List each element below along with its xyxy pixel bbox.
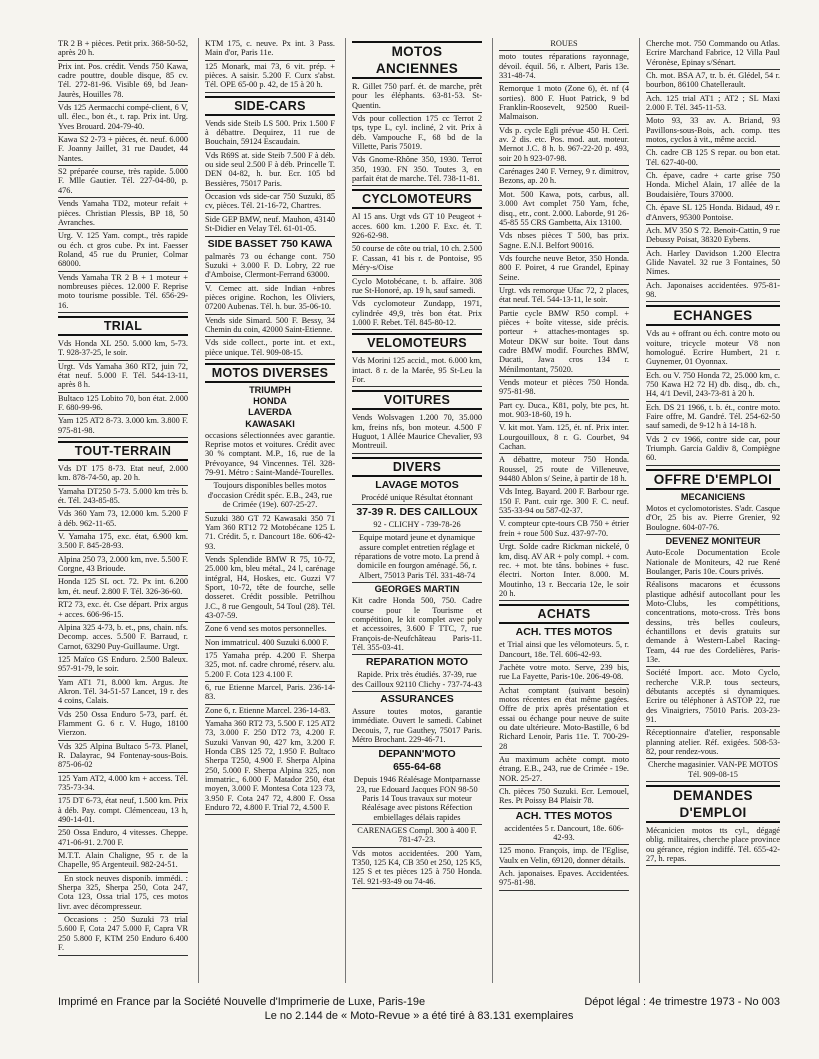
classified-ad: Yam AT1 71, 8.000 km. Argus. Jte Akron. Tél. 34-51-57 Lancet, 19 r. des 4 coins, Calais.: [58, 677, 188, 709]
classified-ad: Yam 125 AT2 8-73. 3.000 km. 3.800 F. 975-81-98.: [58, 415, 188, 438]
classified-ad: Réceptionnaire d'atelier, responsable planning atelier. Réf. exigées. 508-53-82, pour rendez-vous.: [646, 727, 780, 759]
classified-ad: Mot. 500 Kawa, pots, carbus, all. 3.000 Avt complet 750 Yam, fche, disq., etr., cont. 2.000. Laborde, 91 26-45-85 55 CRS Gambetta, Aix 13100.: [499, 189, 629, 230]
classified-ad: M.T.T. Alain Chaligne, 95 r. de la Chapelle, 95 Argenteuil. 982-24-51.: [58, 850, 188, 873]
classified-ad: Urgt. Vds Yamaha 360 RT2, juin 72, état neuf. 5.000 F. Tél. 544-13-11, après 8 h.: [58, 361, 188, 393]
classified-ad: 175 DT 6-73, état neuf, 1.500 km. Prix à déb. Pay. compt. Clémenceau, 13 h, 490-14-01.: [58, 795, 188, 827]
print-run-notice: Le no 2.144 de « Moto-Revue » a été tiré à 83.131 exemplaires: [264, 1010, 574, 1022]
classified-columns: [58, 38, 780, 983]
classified-ad: Vds 2 cv 1966, contre side car, pour Triumph. Garcia Galdiv 8, Compiègne 60.: [646, 434, 780, 466]
classified-ad: Réalisons macarons et écussons plastique adhésif autocollant pour les Moto-Clubs, les compétitions, concentrations, moto-cross. Très bons dessins, très belles couleurs, échantillons et devis gratuits sur demande à Western-Label Racing-Team, 44 rue des Cordelières, Paris-13e.: [646, 579, 780, 667]
classified-ad: TR 2 B + pièces. Petit prix. 368-50-52, après 20 h.: [58, 38, 188, 61]
ad-headline: HONDA: [253, 396, 287, 407]
classified-ad: Ach. Japonaises accidentées. 975-81-98.: [646, 280, 780, 303]
classified-ad: Vds Morini 125 accid., mot. 6.000 km, intact. 8 r. de la Marée, 95 St-Leu la For.: [352, 355, 482, 387]
classified-ad: Yamaha DT250 5-73. 5.000 km très b. ét. Tél. 243-85-85.: [58, 486, 188, 509]
classified-ad: V. kit mot. Yam. 125, ét. nf. Prix inter. Lourgouilloux, 8 r. G. Courbet, 94 Cachan.: [499, 422, 629, 454]
classified-ad: Occasion vds side-car 750 Suzuki, 85 cv, pièces. Tél. 21-16-72, Chartres.: [205, 191, 335, 214]
classified-ad: Ch. pièces 750 Suzuki. Ecr. Lemouel, Res. Pt Poissy B4 Plaisir 78.: [499, 786, 629, 809]
classified-ad: En stock neuves disponib. immédi. : Sherpa 325, Sherpa 250, Cota 247, Cota 123, Ossa trial 175, ces motos livr. avec décompresseur.: [58, 873, 188, 914]
classified-ad: Vds Honda XL 250. 5.000 km, 5-73. T. 928-37-25, le soir.: [58, 338, 188, 361]
classified-ad: Vds p. cycle Egli prévue 450 H. Ceri. av. 2 dis. etc. Pos. mod. aut. moteur. Mernot J.C. 8 h. b. 967-22-20 p. 493, soir 20 h 923-07-98.: [499, 125, 629, 166]
classified-ad: Depuis 1946 Réalésage Montparnasse 23, rue Edouard Jacques FON 98-50 Paris 14 Tous travaux sur moteur Réalésage avec pistons Réfection embiellages délais rapides: [352, 774, 482, 825]
classified-ad: R. Gillet 750 parf. ét. de marche, prêt pour les éléphants. 63-81-53. St-Quentin.: [352, 81, 482, 113]
section-heading: CYCLOMOTEURS: [352, 189, 482, 209]
classified-ad: Prix int. Pos. crédit. Vends 750 Kawa, cadre pouttre, double disque, 85 cv. Tél. 272-81-96. Visible 69, bd Jean-Jaurès, Houilles 78.: [58, 61, 188, 102]
classified-ad: Assure toutes motos, garantie immédiate. Ouvert le samedi. Cabinet Decouis, 7, rue Gauthey, 75017 Paris. Métro Brochant. 229-46-71.: [352, 706, 482, 747]
classified-ad: Vends Splendide BMW R 75, 10-72, 25.000 km, bleu métal., 24 l, carénage intégral, H4, Hoskes, etc. Guzzi V7 Sport, 10-72, tête de fourche, selle dosseret. Crédit possible. Petrilhou J.C., 8 rue Gengoult, 54 Toul (28). Tél. 43-07-59.: [205, 554, 335, 623]
classified-ad: Vends side Simard. 500 F. Bessy, 34 Chemin du coin, 42000 Saint-Etienne.: [205, 315, 335, 338]
classified-ad: Carénages 240 F. Verney, 9 r. dimitrov, Bezons, ap. 20 h.: [499, 166, 629, 189]
classified-ad: Ach. MV 350 S 72. Benoit-Cattin, 9 rue Debussy Poisat, 38320 Eybens.: [646, 225, 780, 248]
classified-ad: CARENAGES Compl. 300 à 400 F. 781-47-23.: [352, 825, 482, 848]
classified-ad: 250 Ossa Enduro, 4 vitesses. Cheppe. 471-06-91. 2.700 F.: [58, 827, 188, 850]
classified-ad: Ch. cadre CB 125 S repar. ou bon etat. Tél. 627-40-00.: [646, 147, 780, 170]
classified-ad: Zone 6, r. Etienne Marcel. 236-14-83.: [205, 705, 335, 718]
ad-headline: REPARATION MOTO: [365, 656, 469, 669]
ad-headline: ACH. TTES MOTOS: [515, 809, 613, 822]
classified-ad: 125 Monark, mai 73, 6 vit. prép. + pièces. A saisir. 5.200 F. Curx s'abst. Tél. OPE 65-00 p. 42, de 15 à 20 h.: [205, 61, 335, 93]
classified-ad: Ch. épave, cadre + carte grise 750 Honda. Michel Alain, 17 allée de la Boudaisière, Tours 37000.: [646, 170, 780, 202]
classified-ad: A débattre, moteur 750 Honda. Roussel, 25 route de Villeneuve, 94480 Ablon s/ Seine, à partir de 18 h.: [499, 454, 629, 486]
ad-headline: LAVERDA: [248, 407, 292, 418]
classified-ad: KTM 175, c. neuve. Px int. 3 Pass. Main d'or, Paris 11e.: [205, 38, 335, 61]
section-heading: VOITURES: [352, 390, 482, 410]
classified-ad: Toujours disponibles belles motos d'occasion Crédit spéc. E.B., 243, rue de Crimée (19e). 607-25-27.: [205, 480, 335, 512]
classified-ad: Motos et cyclomotoristes. S'adr. Casque d'Or, 25 bis av. Pierre Grenier, 92 Boulogne. 604-07-76.: [646, 503, 780, 535]
classifieds-page: [58, 38, 780, 1022]
classified-ad: Suzuki 380 GT 72 Kawasaki 350 71 Yam 360 RT12 72 Motobécane 125 L 71. Crédit. 5, r. Dancourt 18e. 606-42-93.: [205, 513, 335, 554]
ad-headline: TRIUMPH: [249, 384, 291, 395]
classified-ad: 6, rue Etienne Marcel, Paris. 236-14-83.: [205, 682, 335, 705]
ad-headline: DEVENEZ MONITEUR: [665, 535, 761, 546]
classified-ad: et Trial ainsi que les vélomoteurs. 5, r. Dancourt, 18e. Tél. 606-42-93.: [499, 639, 629, 662]
column-divider: [345, 38, 346, 983]
section-heading: MOTOS ANCIENNES: [352, 41, 482, 79]
classified-ad: Vends side Steib LS 500. Prix 1.500 F à débattre. Dequirez, 11 rue de Bouchain, 59124 Escaudain.: [205, 118, 335, 150]
printer-imprint: Imprimé en France par la Société Nouvelle d'Imprimerie de Luxe, Paris-19e: [58, 996, 426, 1008]
classified-ad: Vds Integ. Bayard. 200 F. Barbour rge. 150 F. Pant. cuir rge. 300 F. C. neuf. 535-33-94 ou 587-02-37.: [499, 486, 629, 518]
column-2: [205, 38, 335, 983]
classified-ad: Occasions : 250 Suzuki 73 trial 5.600 F, Cota 247 5.000 F, Capra VR 250 5.800 F, KTM 250 Enduro 6.400 F.: [58, 914, 188, 955]
classified-ad: V. Yamaha 175, exc. état, 6.900 km. 3.500 F. 845-28-93.: [58, 531, 188, 554]
section-heading: ECHANGES: [646, 305, 780, 326]
classified-ad: RT2 73, exc. ét. Cse départ. Prix argus + acces. 606-96-15.: [58, 599, 188, 622]
section-heading: ACHATS: [499, 604, 629, 624]
classified-ad: Société Import. acc. Moto Cyclo, recherche V.R.P. tous secteurs, débutants acceptés si dynamiques. Ecrire ou téléphoner à ASTOP 22, rue des Vinaigriers, 75010 Paris. 203-23-91.: [646, 667, 780, 727]
classified-ad: Rapide. Prix très étudiés. 37-39, rue des Cailloux 92110 Clichy - 737-74-43: [352, 669, 482, 692]
ad-headline: 655-64-68: [393, 761, 441, 774]
classified-ad: Urg. V. 125 Yam. compt., très rapide ou éch. ct gros cube. Px int. Faesser Roland, 45 rue du Prunier, Colmar 68000.: [58, 230, 188, 271]
classified-ad: Vds 360 Yam 73, 12.000 km. 5.200 F à déb. 962-11-65.: [58, 508, 188, 531]
section-heading: DEMANDES D'EMPLOI: [646, 785, 780, 823]
ad-headline: ASSURANCES: [380, 692, 454, 705]
classified-ad: Urgt. Solde cadre Rickman nickelé, 0 km, disq. AV AR + poly compl. + com. rec. + mot. bte tâns. bobines + fusc. électri. Norton Inter. 8.000. M. Moutinho, 13 r. Beccaria 12e, le soir 20 h.: [499, 541, 629, 601]
classified-ad: Ach. japonaises. Epaves. Accidentées. 975-81-98.: [499, 868, 629, 891]
classified-ad: Vds R69S at. side Steib 7.500 F à déb. ou side seul 2.500 F à déb. Princelle T. DEN 04-82, h. bur. Ecr. 105 bd Bessières, 75017 Paris.: [205, 150, 335, 191]
classified-ad: Part cy. Duca., K81, poly, bte pcs, ht. mot. 903-18-60, 19 h.: [499, 400, 629, 423]
classified-ad: Achat comptant (suivant besoin) motos récentes en état même gagées. Offre de prix après présentation et essai ou échange pour neuve de suite ou date ultérieure. Moto-Bastille, 6 bd Richard Lenoir, Paris 11e. T. 700-29-28: [499, 685, 629, 754]
ad-headline: LAVAGE MOTOS: [375, 478, 459, 491]
column-4: [499, 38, 629, 983]
classified-ad: V. compteur cpte-tours CB 750 + étrier frein + roue 500 Suz. 437-97-70.: [499, 518, 629, 541]
classified-ad: Vends Wolsvagen 1.200 70, 35.000 km, freins nfs, bon moteur. 4.500 F Huguot, 1 Allée Maurice Chevalier, 93 Montreuil.: [352, 412, 482, 453]
classified-ad: Urgt. vds remorque Ufac 72, 2 places, état neuf. Tél. 544-13-11, le soir.: [499, 285, 629, 308]
classified-ad: Vds fourche neuve Betor, 350 Honda. 800 F. Poiret, 4 rue Grandel, Epinay Seine.: [499, 253, 629, 285]
classified-ad: ROUES: [499, 38, 629, 51]
classified-ad: 125 mono. François, imp. de l'Eglise, Vaulx en Velin, 69120, donner détails.: [499, 845, 629, 868]
classified-ad: Vends Yamaha TD2, moteur refait + pièces. Christian Plessis, BP 18, 50 Avranches.: [58, 198, 188, 230]
classified-ad: Ech. DS 21 1966, t. b. ét., contre moto. Faire offre, M. Gandré. Tél. 254-62-50 sauf samedi, de 9-12 h à 14-18 h.: [646, 402, 780, 434]
section-heading: DIVERS: [352, 457, 482, 477]
classified-ad: Vds side collect., porte int. et ext., pièce unique. Tél. 909-08-15.: [205, 337, 335, 360]
section-heading: SIDE-CARS: [205, 96, 335, 116]
classified-ad: Ach. 125 trial AT1 ; AT2 ; SL Maxi 2.000 F. Tél. 345-11-53.: [646, 93, 780, 116]
classified-ad: Auto-Ecole Documentation Ecole Nationale de Moniteurs, 42 rue René Boulanger, Paris 10e. Cours privés.: [646, 547, 780, 579]
section-heading: VELOMOTEURS: [352, 333, 482, 353]
classified-ad: Cyclo Motobécane, t. b. affaire. 308 rue St-Honoré, ap. 19 h, sauf samedi.: [352, 276, 482, 299]
classified-ad: Ach. Harley Davidson 1.200 Electra Glide Navatel. 32 rue 3 Fontaines, 50 Nimes.: [646, 248, 780, 280]
column-1: [58, 38, 188, 983]
column-divider: [198, 38, 199, 983]
column-5: [646, 38, 780, 983]
classified-ad: Mécanicien motos tts cyl., dégagé oblig. militaires, cherche place province ou gérance, région indiffé. Tél. 655-42-27, h. repas.: [646, 825, 780, 866]
ad-headline: SIDE BASSET 750 KAWA: [207, 237, 333, 250]
classified-ad: 175 Yamaha prép. 4.200 F. Sherpa 325, mot. nf. cadre chromé, réserv. alu. 5.200 F. Cota 123 4.100 F.: [205, 650, 335, 682]
classified-ad: Vds nbses pièces T 500, bas prix. Sagne. E.N.I. Belfort 90016.: [499, 230, 629, 253]
classified-ad: palmarès 73 ou échange cont. 750 Suzuki + 3.000 F. D. Lobry, 22 rue d'Amboise, Clermont-Ferrand 63000.: [205, 251, 335, 283]
classified-ad: Bultaco 125 Lobito 70, bon état. 2.000 F. 680-99-96.: [58, 393, 188, 416]
ad-headline: 37-39 R. DES CAILLOUX: [356, 505, 478, 518]
classified-ad: Vds pour collection 175 cc Terrot 2 tps, type L, cyl. incliné, 2 vit. Prix à déb. Vampouche F., 68 bd de la Villette, Paris 75019.: [352, 113, 482, 154]
classified-ad: 125 Maïco GS Enduro. 2.500 Baleux. 957-91-79, le soir.: [58, 654, 188, 677]
ad-headline: GEORGES MARTIN: [374, 584, 460, 595]
classified-ad: Vds au + offrant ou éch. contre moto ou voiture, tricycle moteur V8 non homologué. Ecrire Humbert, 21 r. Guynemer, 01 Oyonnax.: [646, 328, 780, 369]
classified-ad: Alpina 325 4-73, b. et., pns, chain. nfs. Decomp. acces. 5.500 F. Barraud, r. Carnot, 63290 Puy-Guillaume. Urgt.: [58, 622, 188, 654]
classified-ad: Zone 6 vend ses motos personnelles.: [205, 623, 335, 636]
classified-ad: Remorque 1 moto (Zone 6), ét. nf (4 sorties). 800 F. Huot Patrick, 9 bd Franklin-Roosevelt, 92500 Rueil-Malmaison.: [499, 83, 629, 124]
classified-ad: moto toutes réparations rayonnage, dévoil. équil. 56, r. Albert, Paris 13e. 331-48-74.: [499, 51, 629, 83]
column-3: [352, 38, 482, 983]
classified-ad: Vds motos accidentées. 200 Yam, T350, 125 K4, CB 350 et 250, 125 K5, 125 S et tes pièces 125 à 750 Honda. Tél. 921-93-49 ou 74-46.: [352, 848, 482, 889]
classified-ad: Au maximum achète compt. moto étrang. E.B., 243, rue de Crimée - 19e. NOR. 25-27.: [499, 754, 629, 786]
classified-ad: 92 - CLICHY - 739-78-26: [352, 519, 482, 532]
classified-ad: Kawa S2 2-73 + pièces, ét. neuf. 6.000 F. Joanny Jaillet, 31 rue Daudet, 44 Nantes.: [58, 134, 188, 166]
classified-ad: Cherche mot. 750 Commando ou Atlas. Ecrire Marchand Fabrice, 12 Villa Paul Véronèse, Epinay s/Sénart.: [646, 38, 780, 70]
classified-ad: Vds 325 Alpina Bultaco 5-73. Planel, R. Dalayrac, 94 Fontenay-sous-Bois. 875-06-02: [58, 741, 188, 773]
classified-ad: Al 15 ans. Urgt vds GT 10 Peugeot + acces. 600 km. 1.200 F. Exc. ét. T. 926-62-98.: [352, 211, 482, 243]
ad-headline: ACH. TTES MOTOS: [515, 626, 613, 639]
classified-ad: Vds 125 Aermacchi compé-client, 6 V, ull. élec., bon ét., t. rap. Prix int. Urg. Yves Brouard. 204-79-40.: [58, 102, 188, 134]
legal-deposit: Dépot légal : 4e trimestre 1973 - No 003: [584, 996, 780, 1008]
classified-ad: occasions sélectionnées avec garantie. Reprise motos et voitures. Crédit avec 30 % comptant. M.P., 16, rue de la Prévoyance, 94 Vincennes. Tél. 328-79-91. Métro : Saint-Mandé-Tourelles.: [205, 430, 335, 481]
classified-ad: Yamaha 360 RT2 73, 5.500 F. 125 AT2 73, 3.000 F. 250 DT2 73, 4.200 F. Suzuki Vanvan 90, 427 km, 3.200 F. Honda CBS 125 72, 1.950 F. Bultaco Sherpa T250, 4.900 F. Sherpa Alpina 250, 5.000 F. Sherpa Alpina 325, non immatric., 6.000 F. Matador 250, état moyen, 3.000 F. Montesa Cota 123 73, 3.950 F. Cota 247 72, 4.800 F. Ossa Enduro 72, 4.800 F. Trial 72, 4.500 F.: [205, 718, 335, 815]
classified-ad: Vends moteur et pièces 750 Honda. 975-81-98.: [499, 377, 629, 400]
classified-ad: S2 préparée course, très rapide. 5.000 F. Mlle Gautier. Tél. 227-04-80, p. 476.: [58, 166, 188, 198]
classified-ad: Ch. mot. BSA A7, tr. b. ét. Glédel, 54 r. bourbon, 86100 Chatellerault.: [646, 70, 780, 93]
classified-ad: Vds 250 Ossa Enduro 5-73, parf. ét. Flamment G. 6 r. V. Hugo, 18100 Vierzon.: [58, 709, 188, 741]
classified-ad: 50 course de côte ou trial, 10 ch. 2.500 F. Cassan, 41 bis r. de Pontoise, 95 Méry-s/Oise: [352, 243, 482, 275]
classified-ad: V. Cemec att. side Indian +nbres pièces origine. Rochon, les Oliviers, 07200 Aubenas. Tél. h. bur. 35-06-10.: [205, 283, 335, 315]
classified-ad: Partie cycle BMW R50 compl. + pièces + boîte vitesse, side précis. porteur + attaches-montages sp. Moteur DKW sur boite. Tout dans cadre BMW modif. Fourches BMW, Ducati, Jawa cros 134 r. Ménilmontant, 75020.: [499, 308, 629, 377]
classified-ad: Alpina 250 73, 2.000 km, nve. 5.500 F. Corgne, 43 Brioude.: [58, 554, 188, 577]
column-divider: [492, 38, 493, 983]
classified-ad: Vds Gnome-Rhône 350, 1930. Terrot 350, 1930. FN 350. Toutes 3, en parfait état de marche. Tél. 738-11-81.: [352, 154, 482, 186]
classified-ad: 125 Yam AT2, 4.000 km + access. Tél. 735-73-34.: [58, 773, 188, 796]
classified-ad: Vends Yamaha TR 2 B + 1 moteur + nombreuses pièces. 12.000 F. Reprise moto tourisme possible. Tél. 656-29-16.: [58, 272, 188, 313]
classified-ad: Cherche magasinier. VAN-PE MOTOS Tél. 909-08-15: [646, 759, 780, 782]
section-heading: TRIAL: [58, 316, 188, 336]
classified-ad: Non immatricul. 400 Suzuki 6.000 F.: [205, 637, 335, 650]
classified-ad: Honda 125 SL oct. 72. Px int. 6.200 km, ét. neuf. 2.800 F. Tél. 326-36-60.: [58, 576, 188, 599]
section-heading: TOUT-TERRAIN: [58, 441, 188, 461]
section-heading: MOTOS DIVERSES: [205, 363, 335, 383]
section-heading: OFFRE D'EMPLOI: [646, 469, 780, 490]
classified-ad: Vds cyclomoteur Zundapp, 1971, cylindrée 49,9, très bon état. Prix 1.000 F. Rebet. Tél. 845-80-12.: [352, 298, 482, 330]
ad-headline: KAWASAKI: [245, 418, 295, 429]
classified-ad: Kit cadre Honda 500, 750. Cadre course pour le Tourisme et compétition, le kit complet avec poly et accessoires, 3.600 F TTC, 7, rue François-de-Neufchâteau Paris-11. Tél. 355-03-41.: [352, 595, 482, 655]
classified-ad: Ch. épave SL 125 Honda. Bidaud, 49 r. d'Anvers, 95300 Pontoise.: [646, 202, 780, 225]
classified-ad: accidentées 5 r. Dancourt, 18e. 606-42-93.: [499, 823, 629, 846]
classified-ad: J'achète votre moto. Serve, 239 bis, rue La Fayette, Paris-10e. 206-49-08.: [499, 662, 629, 685]
classified-ad: Procédé unique Résultat étonnant: [352, 492, 482, 505]
classified-ad: Ech. ou V. 750 Honda 72, 25.000 km, c. 750 Kawa H2 72 H) db. disq., db. ch., H4, 4/1 Devil, 243-73-81 à 20 h.: [646, 370, 780, 402]
ad-headline: DEPANN'MOTO: [378, 748, 456, 761]
classified-ad: Vds DT 175 8-73. Etat neuf, 2.000 km. 878-74-50, ap. 20 h.: [58, 463, 188, 486]
column-divider: [639, 38, 640, 983]
classified-ad: Equipe motard jeune et dynamique assure complet entretien réglage et réparations de votre moto. La prend à domicile en fourgon aménagé. 56, r. Albert, 75013 Paris Tél. 331-48-74: [352, 532, 482, 583]
classified-ad: Moto 93, 33 av. A. Briand, 93 Pavillons-sous-Bois, ach. comp. ttes motos, cyclos à vit., même accid.: [646, 115, 780, 147]
ad-headline: MECANICIENS: [680, 491, 746, 502]
classified-ad: Side GEP BMW, neuf. Mauhon, 43140 St-Didier en Velay Tél. 61-01-05.: [205, 214, 335, 237]
